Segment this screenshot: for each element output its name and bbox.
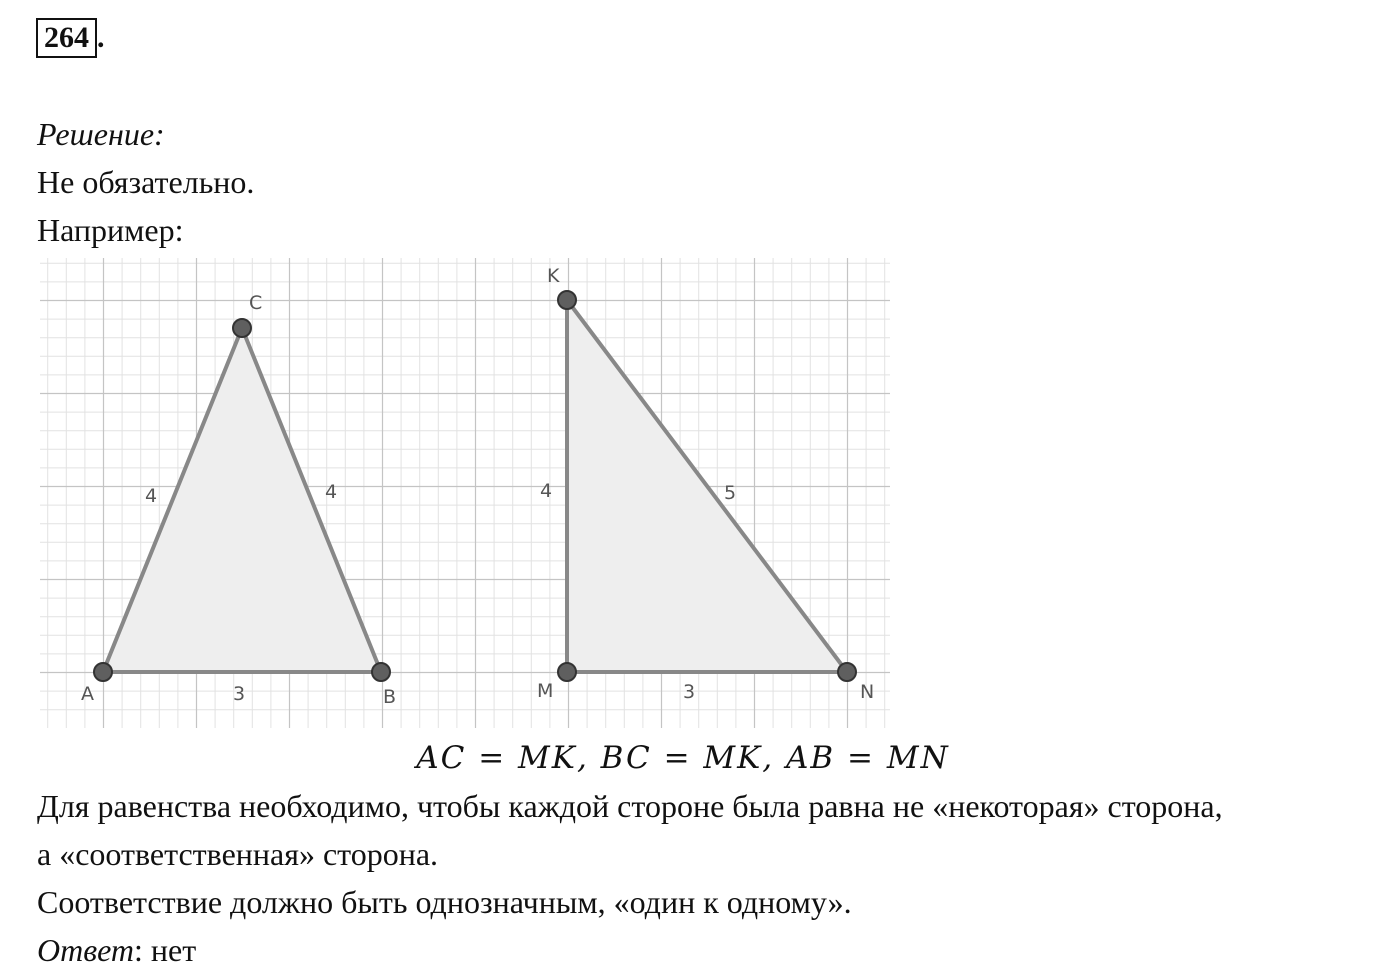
- point-n: [838, 663, 856, 681]
- point-a: [94, 663, 112, 681]
- problem-number-suffix: .: [97, 21, 105, 54]
- label-side-bc: 4: [325, 481, 338, 503]
- label-a: A: [81, 683, 94, 705]
- equality-formula: AC = MK, BC = MK, AB = MN: [416, 740, 950, 776]
- point-b: [372, 663, 390, 681]
- label-side-ac: 4: [145, 485, 158, 507]
- solution-line-1: Не обязательно.: [37, 164, 255, 200]
- label-m: M: [537, 680, 554, 702]
- label-side-ab: 3: [233, 683, 246, 705]
- explanation-line-2: а «соответственная» сторона.: [37, 836, 439, 872]
- point-c: [233, 319, 251, 337]
- label-k: K: [547, 265, 560, 287]
- answer-label: Ответ: [37, 932, 134, 968]
- explanation-line-1: Для равенства необходимо, чтобы каждой стороне была равна не «некоторая» сторона,: [37, 788, 1223, 824]
- point-m: [558, 663, 576, 681]
- explanation-line-3: Соответствие должно быть однозначным, «один к одному».: [37, 884, 852, 920]
- label-side-mk: 4: [540, 480, 553, 502]
- answer-text: : нет: [134, 932, 197, 968]
- solution-label: Решение:: [37, 116, 165, 152]
- label-b: B: [383, 686, 397, 708]
- problem-number-value: 264: [44, 21, 89, 54]
- label-n: N: [860, 681, 875, 703]
- point-k: [558, 291, 576, 309]
- solution-line-2: Например:: [37, 212, 184, 248]
- answer-line: [37, 930, 196, 970]
- label-side-kn: 5: [724, 482, 737, 504]
- label-side-mn: 3: [683, 681, 696, 703]
- label-c: C: [249, 292, 263, 314]
